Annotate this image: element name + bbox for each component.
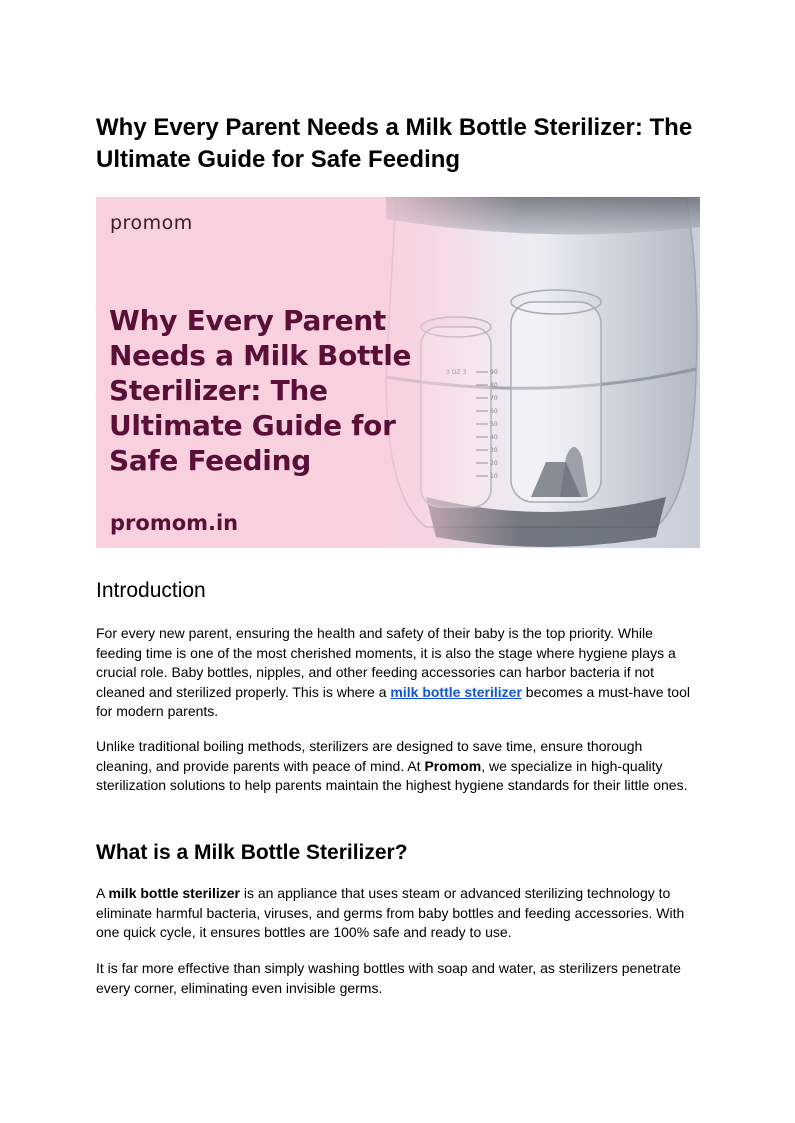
hero-image xyxy=(96,197,700,548)
milk-bottle-sterilizer-link[interactable]: milk bottle sterilizer xyxy=(390,683,522,700)
page-title: Why Every Parent Needs a Milk Bottle Sterilizer: The Ultimate Guide for Safe Feeding xyxy=(96,114,693,173)
brand-logo: promom xyxy=(110,212,193,234)
what-paragraph-2: It is far more effective than simply washing bottles with soap and water, as sterilizers penetrate every corner, eliminating even invisible germs. xyxy=(96,960,681,996)
what-is-heading: What is a Milk Bottle Sterilizer? xyxy=(96,841,408,864)
hero-heading: Why Every Parent Needs a Milk Bottle Sterilizer: The Ultimate Guide for Safe Feeding xyxy=(109,304,412,477)
intro-heading: Introduction xyxy=(96,579,206,602)
intro-paragraph-1: For every new parent, ensuring the health and safety of their baby is the top priority. While feeding time is one of the most cherished moments, it is also the stage where hygiene plays a crucial role. Baby bottles, nipples, and other feeding accessories can harbor bacteria if not cleaned and sterilized properly. This is where a milk bottle sterilizer becomes a must-have tool for modern parents. xyxy=(96,625,690,719)
promom-bold: Promom xyxy=(424,757,482,774)
hero-domain: promom.in xyxy=(110,511,239,535)
what-paragraph-1: A milk bottle sterilizer is an appliance that uses steam or advanced sterilizing technology to eliminate harmful bacteria, viruses, and germs from baby bottles and feeding accessories. With one quick cycle, it ensures bottles are 100% safe and ready to use. xyxy=(96,885,685,940)
sterilizer-bold: milk bottle sterilizer xyxy=(108,885,240,901)
intro-paragraph-2: Unlike traditional boiling methods, sterilizers are designed to save time, ensure thorough cleaning, and provide parents with peace of mind. At Promom, we specialize in high-quality sterilization solutions to help parents maintain the highest hygiene standards for their little ones. xyxy=(96,738,688,793)
